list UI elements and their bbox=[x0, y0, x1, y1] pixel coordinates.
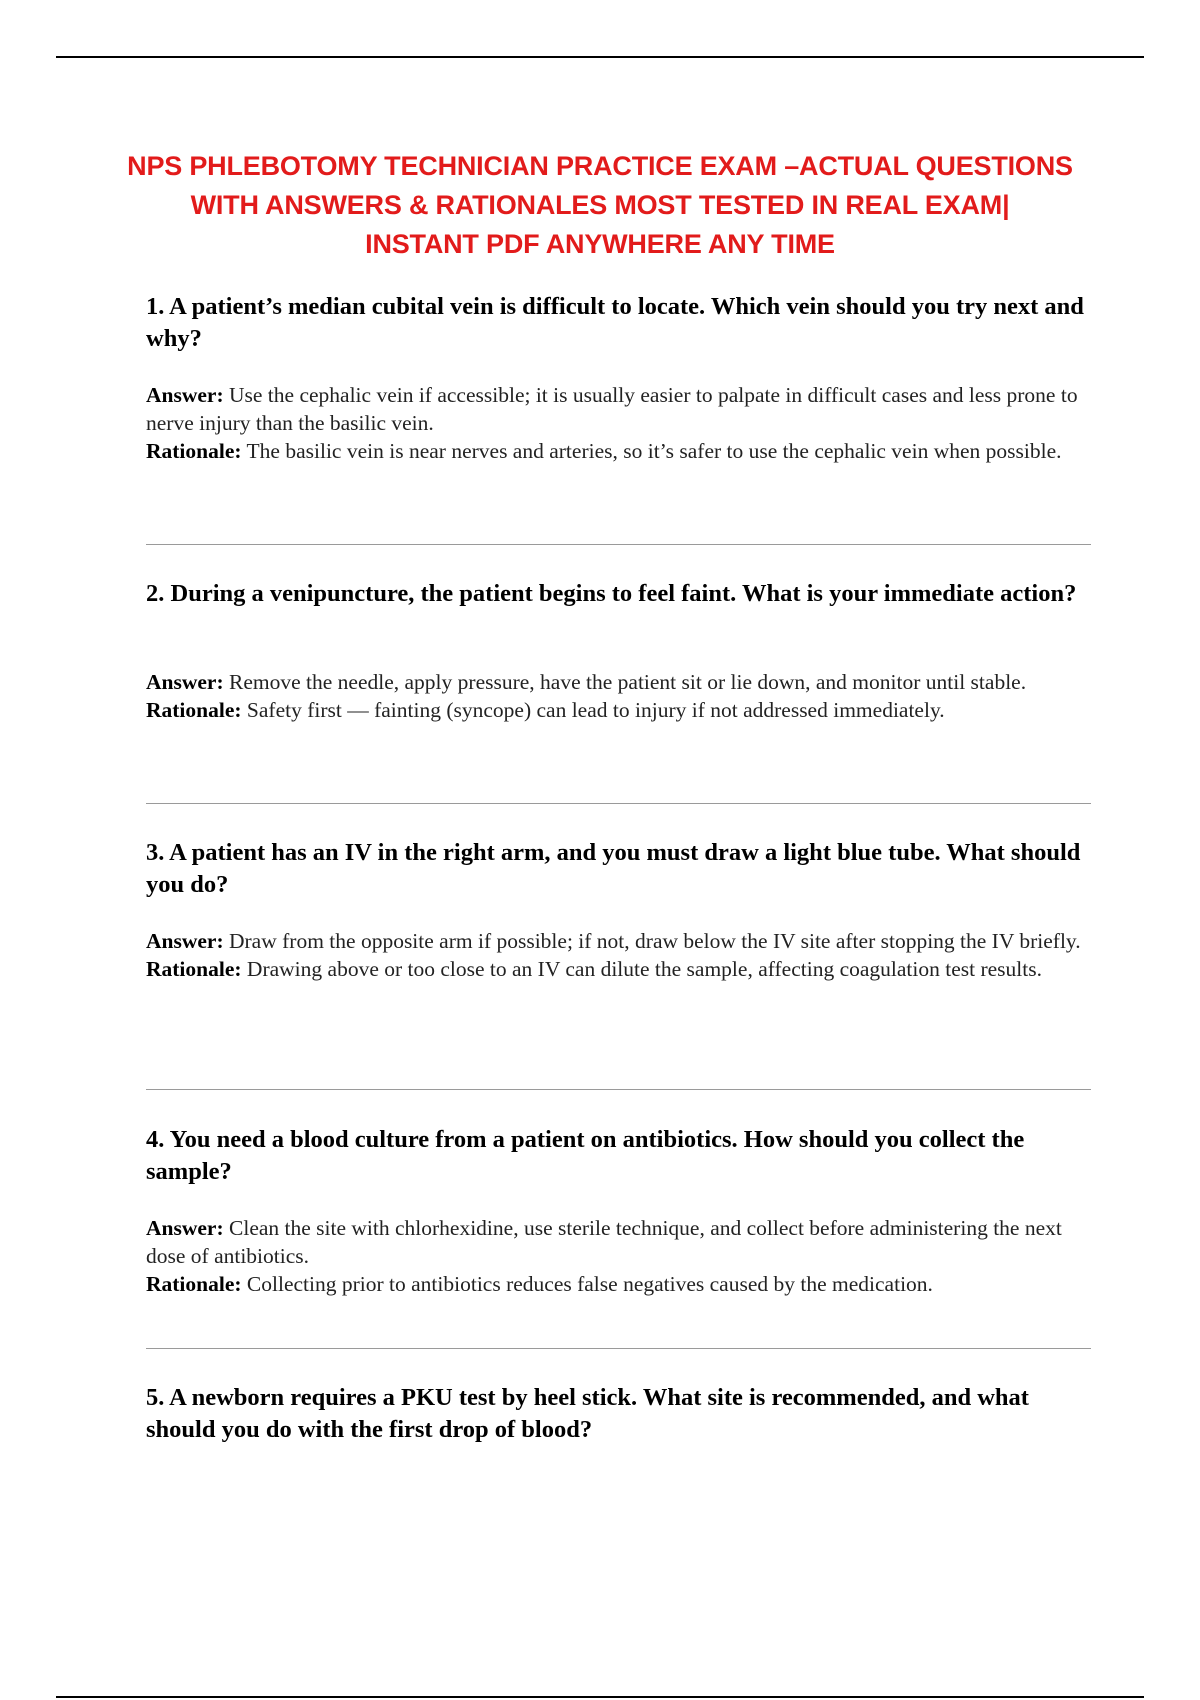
answer-text: Draw from the opposite arm if possible; if not, draw below the IV site after stopping the IV briefly. bbox=[229, 929, 1081, 953]
question-text: 4. You need a blood culture from a patient on antibiotics. How should you collect the sample? bbox=[146, 1126, 1025, 1185]
question-block-1 bbox=[146, 291, 1091, 355]
title-line-3: INSTANT PDF ANYWHERE ANY TIME bbox=[365, 229, 835, 259]
answer-paragraph bbox=[146, 927, 1091, 955]
question-text: 5. A newborn requires a PKU test by heel stick. What site is recommended, and what should you do with the first drop of blood? bbox=[146, 1384, 1029, 1443]
answer-block-4 bbox=[146, 1214, 1091, 1298]
question-block-5 bbox=[146, 1382, 1091, 1446]
rationale-text: Drawing above or too close to an IV can dilute the sample, affecting coagulation test results. bbox=[246, 957, 1042, 981]
rationale-label: Rationale: bbox=[146, 439, 242, 463]
answer-text: Remove the needle, apply pressure, have the patient sit or lie down, and monitor until stable. bbox=[229, 670, 1027, 694]
question-block-2 bbox=[146, 578, 1091, 610]
question-text: 3. A patient has an IV in the right arm, and you must draw a light blue tube. What should you do? bbox=[146, 839, 1081, 898]
answer-text: Use the cephalic vein if accessible; it is usually easier to palpate in difficult cases and less prone to nerve injury than the basilic vein. bbox=[146, 383, 1078, 435]
answer-label: Answer: bbox=[146, 670, 224, 694]
rationale-paragraph bbox=[146, 696, 1091, 724]
answer-block-1 bbox=[146, 381, 1091, 465]
answer-block-3 bbox=[146, 927, 1091, 983]
rationale-label: Rationale: bbox=[146, 1272, 242, 1296]
answer-paragraph bbox=[146, 668, 1091, 696]
answer-label: Answer: bbox=[146, 1216, 224, 1240]
rationale-text: Safety first — fainting (syncope) can lead to injury if not addressed immediately. bbox=[246, 698, 945, 722]
rationale-label: Rationale: bbox=[146, 698, 242, 722]
rationale-paragraph bbox=[146, 1270, 1091, 1298]
answer-label: Answer: bbox=[146, 929, 224, 953]
rationale-label: Rationale: bbox=[146, 957, 242, 981]
bottom-rule bbox=[56, 1696, 1144, 1698]
separator-4 bbox=[146, 1348, 1091, 1349]
title-line-1: NPS PHLEBOTOMY TECHNICIAN PRACTICE EXAM –ACTUAL QUESTIONS bbox=[127, 151, 1073, 181]
question-text: 1. A patient’s median cubital vein is difficult to locate. Which vein should you try next and why? bbox=[146, 293, 1084, 352]
question-block-3 bbox=[146, 837, 1091, 901]
answer-text: Clean the site with chlorhexidine, use sterile technique, and collect before administering the next dose of antibiotics. bbox=[146, 1216, 1062, 1268]
answer-paragraph bbox=[146, 1214, 1091, 1270]
rationale-text: The basilic vein is near nerves and arteries, so it’s safer to use the cephalic vein when possible. bbox=[246, 439, 1062, 463]
rationale-text: Collecting prior to antibiotics reduces false negatives caused by the medication. bbox=[246, 1272, 933, 1296]
document-title bbox=[100, 147, 1100, 264]
question-block-4 bbox=[146, 1124, 1091, 1188]
rationale-paragraph bbox=[146, 955, 1091, 983]
answer-paragraph bbox=[146, 381, 1091, 437]
top-rule bbox=[56, 56, 1144, 58]
rationale-paragraph bbox=[146, 437, 1091, 465]
separator-1 bbox=[146, 544, 1091, 545]
separator-2 bbox=[146, 803, 1091, 804]
title-line-2: WITH ANSWERS & RATIONALES MOST TESTED IN REAL EXAM| bbox=[190, 190, 1010, 220]
answer-label: Answer: bbox=[146, 383, 224, 407]
question-text: 2. During a venipuncture, the patient begins to feel faint. What is your immediate action? bbox=[146, 580, 1077, 607]
answer-block-2 bbox=[146, 668, 1091, 724]
separator-3 bbox=[146, 1089, 1091, 1090]
